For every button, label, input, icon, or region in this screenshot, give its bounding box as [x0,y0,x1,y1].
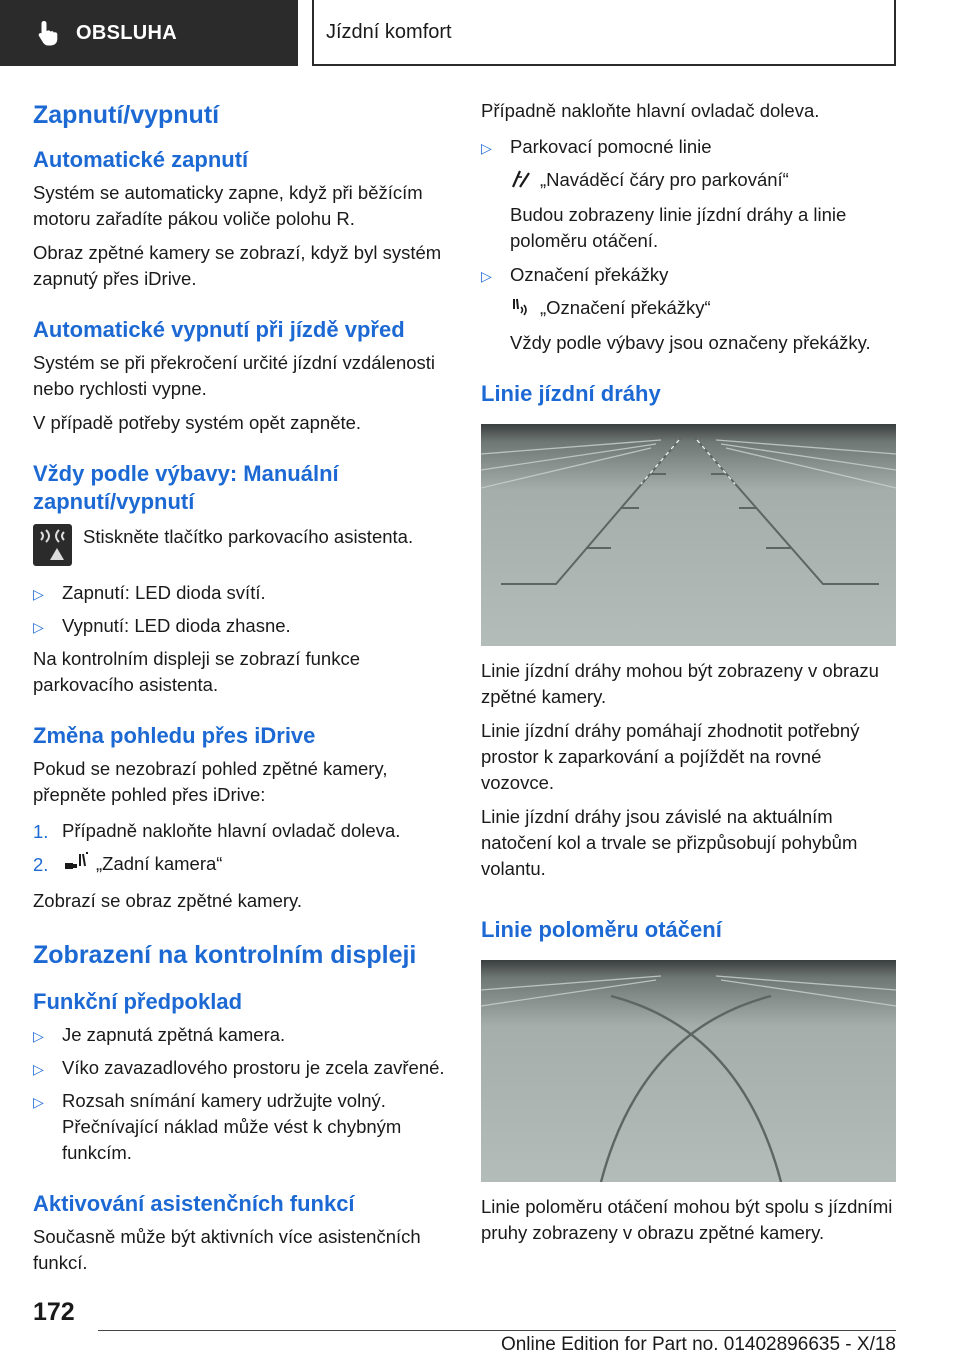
list-item-text: Je zapnutá zpětná kamera. [62,1024,286,1045]
list-item-text: Víko zavazadlového prostoru je zcela zavřené. [62,1057,445,1078]
rear-camera-icon [62,851,96,882]
left-column [33,98,453,1276]
triangle-bullet-icon: ▷ [33,1028,44,1044]
heading-change-view: Změna pohledu přes iDrive [33,723,316,748]
heading-manual: Vždy podle výbavy: Manuální zapnutí/vypnutí [33,461,339,514]
list-item-prereq-1 [33,1022,453,1049]
triangle-bullet-icon: ▷ [33,1061,44,1077]
paragraph-auto-on-1: Systém se automaticky zapne, když při běžícím motoru zařadíte pákou voliče polohu R. [33,182,423,229]
paragraph-tilt: Případně nakloňte hlavní ovladač doleva. [481,100,820,121]
list-item-text: Parkovací pomocné linie [510,136,712,157]
step-text: „Zadní kamera“ [96,853,223,874]
heading-on-off: Zapnutí/vypnutí [33,101,220,129]
paragraph-auto-on-2: Obraz zpětné kamery se zobrazí, když byl systém zapnutý přes iDrive. [33,242,442,289]
chapter-title: Jízdní komfort [326,20,452,43]
list-item-parking-lines [481,134,896,161]
heading-prerequisite: Funkční předpoklad [33,989,243,1014]
edition-text: Online Edition for Part no. 01402896635 - X/18 [500,1334,896,1355]
guide-lines-icon [510,167,540,196]
obstacles-menu-text: „Označení překážky“ [540,297,711,318]
obstacle-marking-icon [510,295,540,324]
heading-turning-radius: Linie poloměru otáčení [481,917,722,942]
list-item-text: Zapnutí: LED dioda svítí. [62,582,266,603]
step-number: 2. [33,854,49,875]
section-tab [0,0,298,66]
list-item-text: Vypnutí: LED dioda zhasne. [62,615,291,636]
triangle-bullet-icon: ▷ [481,140,492,156]
heading-auto-off: Automatické vypnutí při jízdě vpřed [33,317,405,342]
step-1 [33,818,453,845]
footer-divider [98,1330,896,1331]
heading-lane-lines: Linie jízdní dráhy [481,381,661,406]
paragraph-radius: Linie poloměru otáčení mohou být spolu s jízdními pruhy zobrazeny v obrazu zpětné kamery. [481,1196,893,1243]
paragraph-manual: Stiskněte tlačítko parkovacího asistenta. [83,526,414,547]
step-number: 1. [33,821,49,842]
paragraph-lane-1: Linie jízdní dráhy mohou být zobrazeny v obrazu zpětné kamery. [481,660,879,707]
heading-auto-on: Automatické zapnutí [33,147,249,172]
page-header [0,0,960,66]
lane-lines-image [481,424,896,646]
chapter-tab [312,0,896,66]
park-assist-button-icon [33,524,72,566]
triangle-bullet-icon: ▷ [33,1094,44,1110]
triangle-bullet-icon: ▷ [481,268,492,284]
right-column [481,98,896,1246]
section-label: OBSLUHA [76,21,177,44]
parking-lines-menu-text: „Naváděcí čáry pro parkování“ [540,169,789,190]
parking-lines-desc: Budou zobrazeny linie jízdní dráhy a linie poloměru otáčení. [510,204,847,251]
list-item-led-off [33,613,453,640]
list-item-prereq-3 [33,1088,453,1166]
list-item-prereq-2 [33,1055,453,1082]
list-item-led-on [33,580,453,607]
heading-display: Zobrazení na kontrolním displeji [33,941,417,969]
obstacles-menu-row [481,295,896,324]
step-text: Případně nakloňte hlavní ovladač doleva. [62,820,401,841]
step-2 [33,851,453,882]
paragraph-shown: Zobrazí se obraz zpětné kamery. [33,890,303,911]
heading-activate: Aktivování asistenčních funkcí [33,1191,355,1216]
paragraph-lane-2: Linie jízdní dráhy pomáhají zhodnotit potřebný prostor k zaparkování a pojíždět na rovné vozovce. [481,720,860,793]
triangle-bullet-icon: ▷ [33,619,44,635]
paragraph-change-view: Pokud se nezobrazí pohled zpětné kamery, přepněte pohled přes iDrive: [33,758,388,805]
parking-lines-menu-row [481,167,896,196]
manual-button-row [33,524,453,566]
list-item-text: Označení překážky [510,264,669,285]
list-item-obstacles [481,262,896,289]
paragraph-activate: Současně může být aktivních více asistenčních funkcí. [33,1226,421,1273]
paragraph-lane-3: Linie jízdní dráhy jsou závislé na aktuálním natočení kol a trvale se přizpůsobují pohybům volantu. [481,806,858,879]
turning-radius-image [481,960,896,1182]
hand-pointer-icon [34,18,64,48]
page-number: 172 [33,1298,75,1326]
obstacles-desc: Vždy podle výbavy jsou označeny překážky. [510,332,871,353]
list-item-text: Rozsah snímání kamery udržujte volný. Přečnívající náklad může vést k chybným funkcím. [62,1090,402,1163]
triangle-bullet-icon: ▷ [33,586,44,602]
paragraph-auto-off-1: Systém se při překročení určité jízdní vzdálenosti nebo rychlosti vypne. [33,352,436,399]
paragraph-display: Na kontrolním displeji se zobrazí funkce parkovacího asistenta. [33,648,360,695]
paragraph-auto-off-2: V případě potřeby systém opět zapněte. [33,412,362,433]
